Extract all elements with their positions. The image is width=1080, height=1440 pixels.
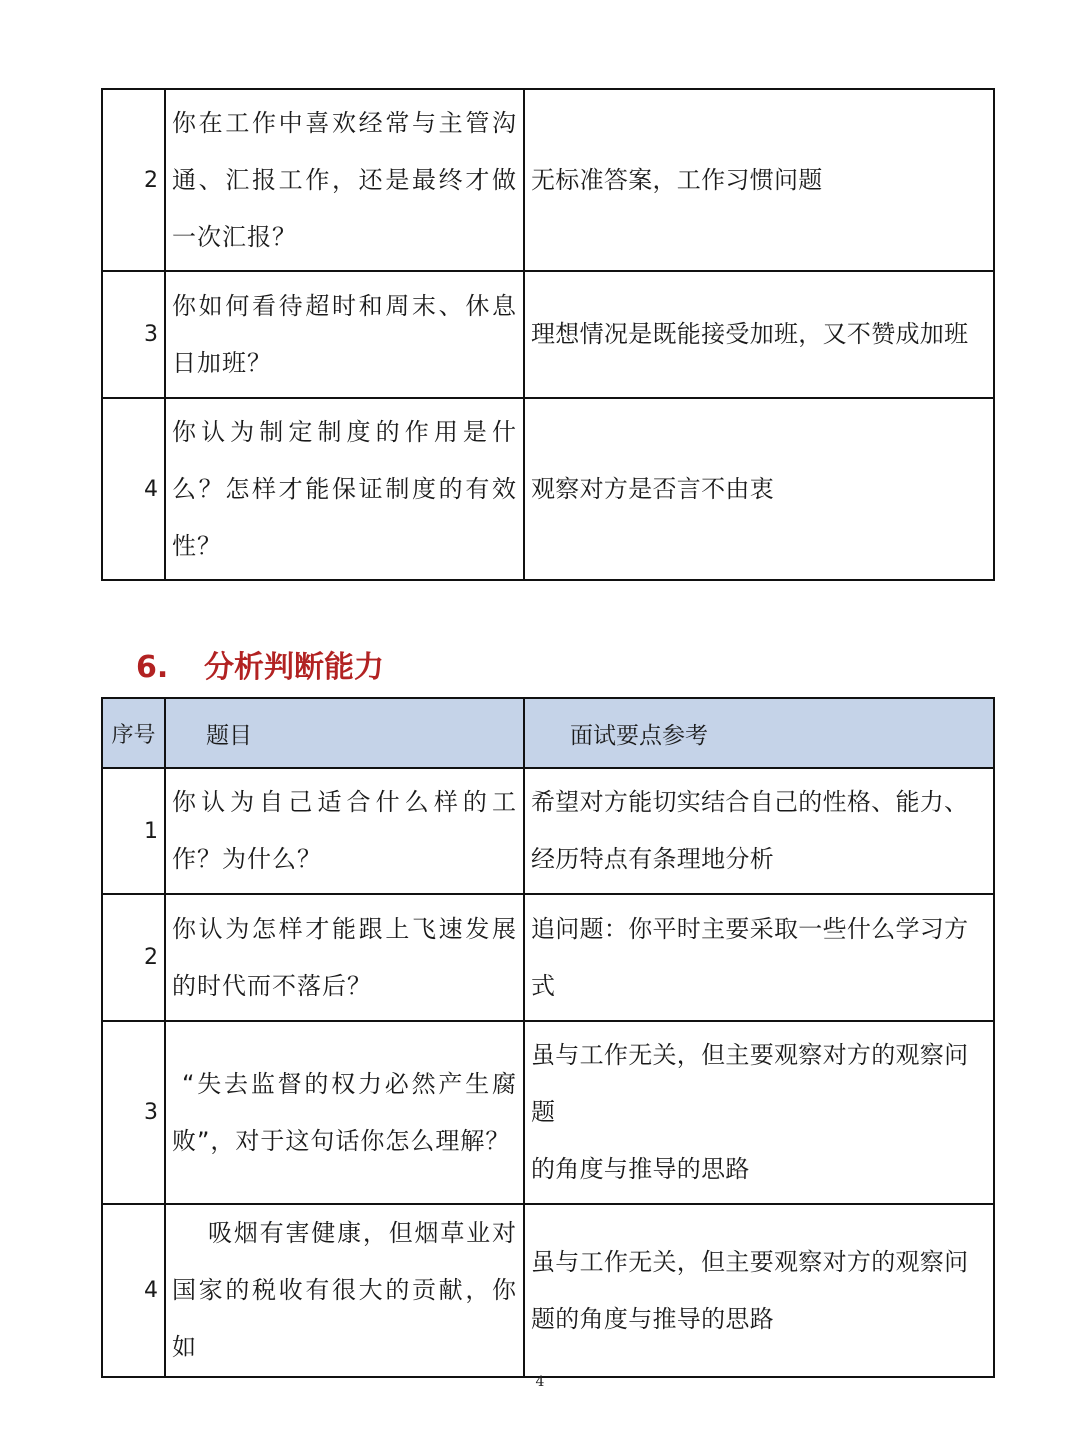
answer-cell xyxy=(524,894,994,1021)
table-row xyxy=(102,768,994,894)
question-cell xyxy=(165,89,524,271)
answer-cell xyxy=(524,768,994,894)
section-heading xyxy=(136,640,384,696)
table-row xyxy=(102,89,994,271)
question-text: 你认为怎样才能跟上飞速发展的时代而不落后？ xyxy=(172,914,517,1000)
answer-text: 观察对方是否言不由衷 xyxy=(531,474,774,503)
answer-cell xyxy=(524,271,994,398)
column-header-number: 序号 xyxy=(102,698,165,768)
answer-cell xyxy=(524,1021,994,1204)
column-header-answer: 面试要点参考 xyxy=(524,698,994,768)
answer-cell xyxy=(524,398,994,580)
section-title-text: 分析判断能力 xyxy=(204,650,384,685)
row-number: 2 xyxy=(102,89,165,271)
table-row xyxy=(102,398,994,580)
answer-text: 希望对方能切实结合自己的性格、能力、经历特点有条理地分析 xyxy=(531,788,969,873)
question-text: “失去监督的权力必然产生腐败”，对于这句话你怎么理解？ xyxy=(172,1069,517,1155)
table-row xyxy=(102,894,994,1021)
question-cell xyxy=(165,398,524,580)
answer-text: 追问题：你平时主要采取一些什么学习方式 xyxy=(531,914,969,1000)
question-cell xyxy=(165,271,524,398)
row-number: 4 xyxy=(102,398,165,580)
answer-line: 的角度与推导的思路 xyxy=(531,1155,750,1183)
question-text: 你认为制定制度的作用是什么？怎样才能保证制度的有效性？ xyxy=(172,417,517,560)
answer-cell xyxy=(524,1204,994,1377)
row-number: 2 xyxy=(102,894,165,1021)
answer-text: 虽与工作无关，但主要观察对方的观察问题的角度与推导的思路 xyxy=(531,1247,969,1333)
question-text: 你在工作中喜欢经常与主管沟通、汇报工作，还是最终才做一次汇报？ xyxy=(172,108,517,251)
answer-text xyxy=(525,1027,993,1198)
analysis-judgment-table xyxy=(101,697,995,1378)
question-text: 你如何看待超时和周末、休息日加班？ xyxy=(172,291,517,377)
page-number: 4 xyxy=(535,1374,545,1390)
row-number: 4 xyxy=(102,1204,165,1377)
row-number: 1 xyxy=(102,768,165,894)
answer-line: 题 xyxy=(531,1098,556,1126)
question-text: 吸烟有害健康，但烟草业对国家的税收有很大的贡献，你如 xyxy=(172,1219,517,1361)
question-cell xyxy=(165,768,524,894)
answer-cell xyxy=(524,89,994,271)
table-header-row xyxy=(102,698,994,768)
row-number: 3 xyxy=(102,1021,165,1204)
question-cell xyxy=(165,1021,524,1204)
table-row xyxy=(102,1021,994,1204)
table-row xyxy=(102,271,994,398)
question-text: 你认为自己适合什么样的工作？为什么？ xyxy=(172,788,517,873)
section-number: 6. xyxy=(136,650,169,685)
answer-text: 无标准答案，工作习惯问题 xyxy=(531,165,823,194)
question-cell xyxy=(165,894,524,1021)
question-cell xyxy=(165,1204,524,1377)
column-header-question: 题目 xyxy=(165,698,524,768)
row-number: 3 xyxy=(102,271,165,398)
interview-table-continued xyxy=(101,88,995,581)
answer-line: 虽与工作无关，但主要观察对方的观察问 xyxy=(531,1041,969,1069)
table-row xyxy=(102,1204,994,1377)
answer-text: 理想情况是既能接受加班，又不赞成加班 xyxy=(531,320,969,348)
